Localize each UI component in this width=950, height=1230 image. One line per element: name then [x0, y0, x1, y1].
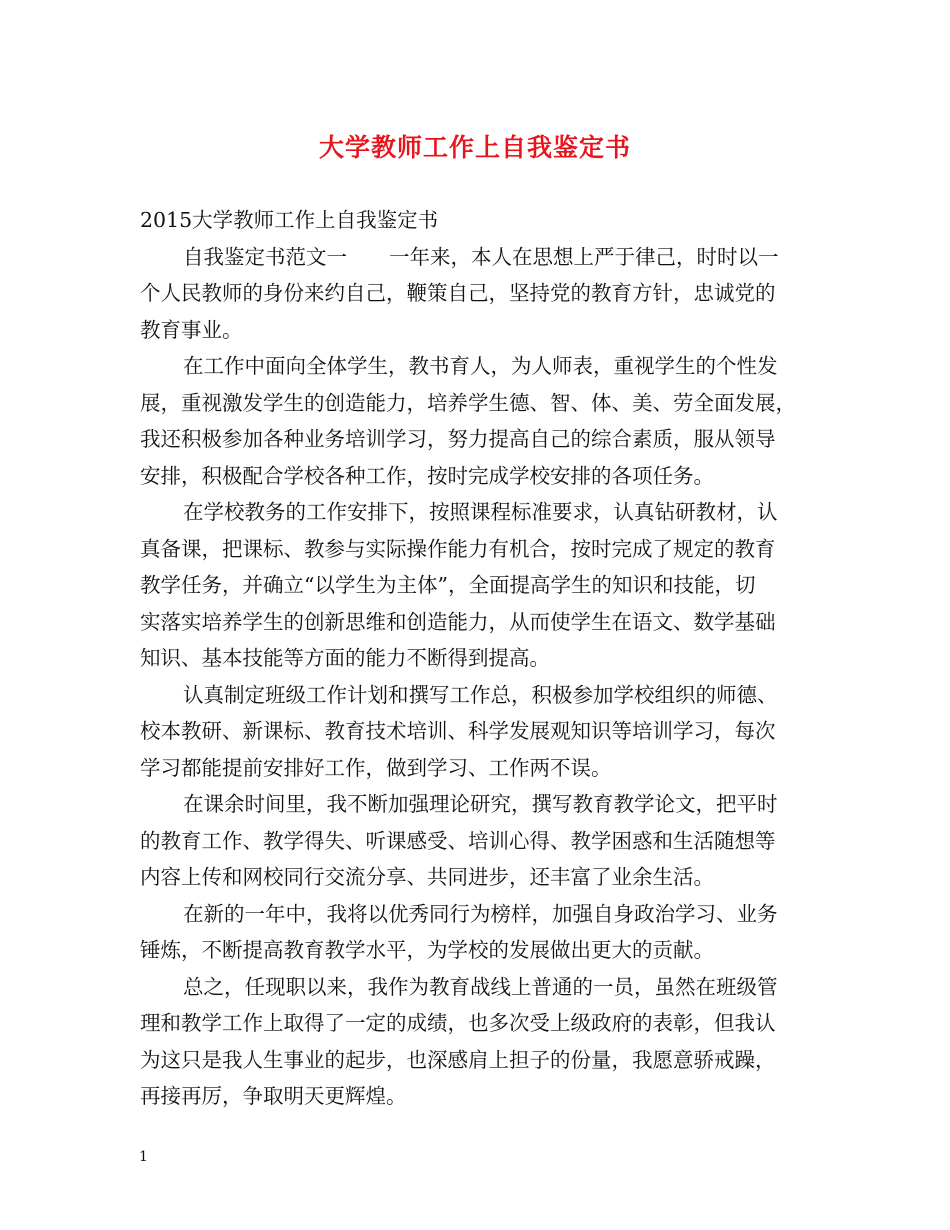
paragraph-1-line-2: 个人民教师的身份来约自己，鞭策自己，坚持党的教育方针，忠诚党的: [140, 281, 776, 305]
page-number: 1: [139, 1149, 148, 1165]
paragraph-5-line-3: 内容上传和网校同行交流分享、共同进步，还丰富了业余生活。: [140, 865, 714, 889]
paragraph-4-line-3: 学习都能提前安排好工作，做到学习、工作两不误。: [140, 755, 612, 780]
sample-heading: 自我鉴定书范文一: [183, 244, 347, 269]
paragraph-6-line-2: 锤炼，不断提高教育教学水平，为学校的发展做出更大的贡献。: [140, 938, 714, 962]
paragraph-2-line-1: 在工作中面向全体学生，教书育人，为人师表，重视学生的个性发: [183, 354, 778, 378]
paragraph-1-line-3: 教育事业。: [140, 317, 243, 342]
paragraph-2-line-2: 展，重视激发学生的创造能力，培养学生德、智、体、美、劳全面发展，: [140, 390, 796, 415]
paragraph-5-line-2: 的教育工作、教学得失、听课感受、培训心得、教学困惑和生活随想等: [140, 828, 776, 853]
paragraph-3-line-2: 真备课，把课标、教参与实际操作能力有机合，按时完成了规定的教育: [140, 536, 776, 561]
paragraph-3-line-4: 实落实培养学生的创新思维和创造能力，从而使学生在语文、数学基础: [140, 609, 776, 634]
paragraph-5-line-1: 在课余时间里，我不断加强理论研究，撰写教育教学论文，把平时: [183, 792, 778, 816]
document-body: [140, 202, 820, 1115]
paragraph-6-line-1: 在新的一年中，我将以优秀同行为榜样，加强自身政治学习、业务: [183, 901, 778, 926]
paragraph-2-line-4: 安排，积极配合学校各种工作，按时完成学校安排的各项任务。: [140, 463, 714, 488]
paragraph-1-opening: 一年来，本人在思想上严于律己，时时以一: [389, 244, 779, 269]
paragraph-3-line-1: 在学校教务的工作安排下，按照课程标准要求，认真钻研教材，认: [183, 500, 778, 524]
paragraph-7-line-4: 再接再厉，争取明天更辉煌。: [140, 1084, 407, 1108]
paragraph-3-line-5: 知识、基本技能等方面的能力不断得到提高。: [140, 646, 550, 670]
paragraph-7-line-1: 总之，任现职以来，我作为教育战线上普通的一员，虽然在班级管: [183, 974, 778, 999]
paragraph-4-line-2: 校本教研、新课标、教育技术培训、科学发展观知识等培训学习，每次: [140, 719, 776, 743]
paragraph-4-line-1: 认真制定班级工作计划和撰写工作总，积极参加学校组织的师德、: [183, 682, 778, 707]
document-title: 大学教师工作上自我鉴定书: [318, 133, 631, 162]
subtitle-line: 2015大学教师工作上自我鉴定书: [140, 208, 439, 232]
paragraph-2-line-3: 我还积极参加各种业务培训学习，努力提高自己的综合素质，服从领导: [140, 427, 776, 451]
paragraph-3-line-3: 教学任务，并确立“以学生为主体”，全面提高学生的知识和技能，切: [140, 573, 756, 597]
paragraph-7-line-2: 理和教学工作上取得了一定的成绩，也多次受上级政府的表彰，但我认: [140, 1011, 776, 1035]
paragraph-1-line-1: [140, 239, 820, 276]
paragraph-7-line-3: 为这只是我人生事业的起步，也深感肩上担子的份量，我愿意骄戒躁，: [140, 1047, 776, 1072]
